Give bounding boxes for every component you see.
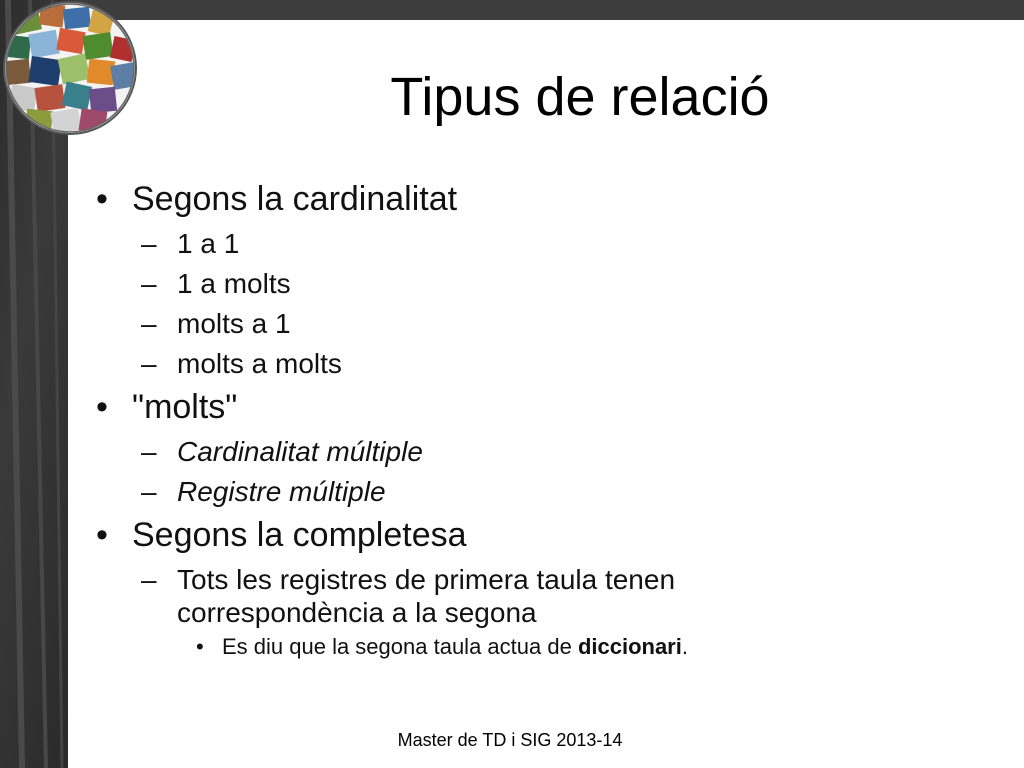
sub-sub-bullet-item xyxy=(96,633,996,661)
slide-title: Tipus de relació xyxy=(390,67,770,127)
bullet-item xyxy=(96,178,996,220)
bullet-text: Segons la completesa xyxy=(132,516,467,554)
sub-bullet-text: molts a molts xyxy=(177,348,342,379)
dash-marker: – xyxy=(141,436,157,467)
bullet-marker: • xyxy=(96,388,108,426)
sub-bullet-text-line-1: Tots les registres de primera taula tenen xyxy=(177,564,676,595)
dash-marker: – xyxy=(141,268,157,299)
note-bold-term: diccionari xyxy=(577,634,682,659)
sub-bullet-text: molts a 1 xyxy=(177,308,291,339)
bullet-list xyxy=(96,178,996,661)
sub-bullet-text: Cardinalitat múltiple xyxy=(177,436,423,467)
bullet-marker: • xyxy=(96,180,108,218)
sub-bullet-item xyxy=(96,563,996,629)
sub-bullet-text: 1 a molts xyxy=(177,268,291,299)
bullet-marker: • xyxy=(196,634,204,659)
note-text-end: . xyxy=(681,634,688,659)
bullet-text: Segons la cardinalitat xyxy=(132,180,458,218)
bullet-item xyxy=(96,514,996,556)
sub-bullet-item xyxy=(96,227,996,260)
sub-bullet-item xyxy=(96,475,996,508)
dash-marker: – xyxy=(141,564,157,595)
bullet-text: "molts" xyxy=(132,388,238,426)
dash-marker: – xyxy=(141,228,157,259)
bullet-marker: • xyxy=(96,516,108,554)
sub-bullet-item xyxy=(96,307,996,340)
sub-bullet-item xyxy=(96,267,996,300)
sub-bullet-text: 1 a 1 xyxy=(177,228,240,259)
slide-footer: Master de TD i SIG 2013-14 xyxy=(397,730,623,750)
dash-marker: – xyxy=(141,348,157,379)
sub-bullet-text-line-2: correspondència a la segona xyxy=(177,597,537,628)
satellite-imagery-globe-logo-icon xyxy=(0,0,140,140)
sub-bullet-item xyxy=(96,435,996,468)
dash-marker: – xyxy=(141,308,157,339)
bullet-item xyxy=(96,386,996,428)
note-text: Es diu que la segona taula actua de xyxy=(222,634,578,659)
sub-bullet-item xyxy=(96,347,996,380)
top-frame-bar xyxy=(0,0,1024,20)
dash-marker: – xyxy=(141,476,157,507)
sub-bullet-text: Registre múltiple xyxy=(177,476,386,507)
